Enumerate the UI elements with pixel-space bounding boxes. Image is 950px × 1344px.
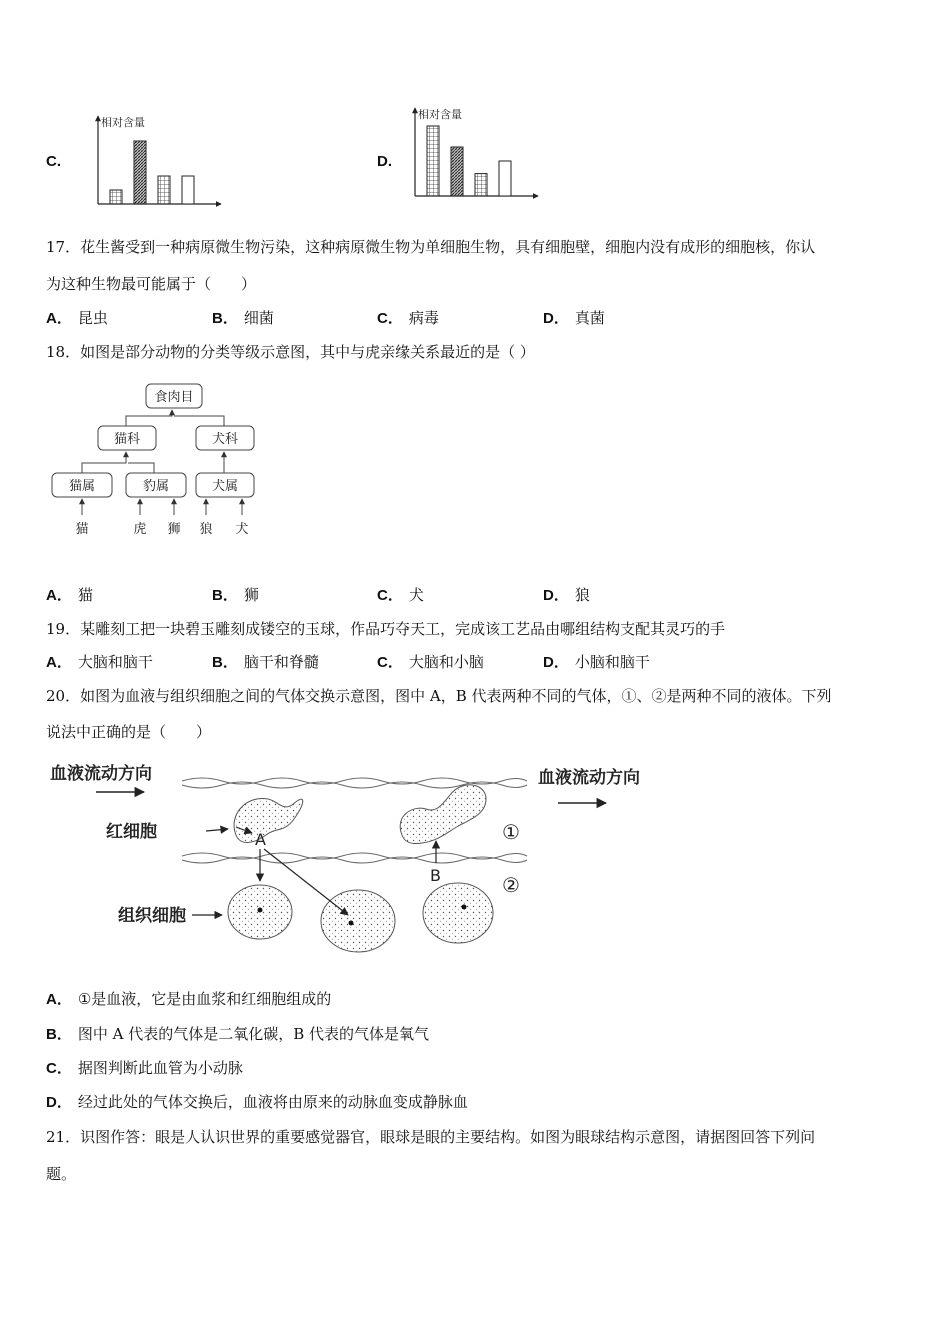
bar-1 — [110, 190, 122, 204]
y-axis-label: 相对含量 — [418, 108, 462, 121]
node-order: 食肉目 — [154, 390, 194, 405]
chart-option-c — [88, 112, 223, 212]
rbc-label: 红细胞 — [106, 822, 157, 842]
animal-wolf: 狼 — [199, 522, 213, 537]
q19-option-a[interactable]: A． 大脑和脑干 — [46, 653, 153, 671]
q18-option-c[interactable]: C． 犬 — [377, 586, 424, 604]
q17-option-b[interactable]: B． 细菌 — [212, 309, 274, 327]
tissue-cell — [321, 890, 395, 952]
node-genus-dog: 犬属 — [211, 479, 239, 494]
option-c-letter: C. — [46, 153, 61, 170]
gas-a-label: A — [255, 830, 266, 849]
q17-option-c[interactable]: C． 病毒 — [377, 309, 439, 327]
q21-stem-line1: 21．识图作答：眼是人认识世界的重要感觉器官，眼球是眼的主要结构。如图为眼球结构示意图，请据图回答下列问 — [46, 1128, 816, 1146]
red-blood-cell — [234, 798, 303, 842]
option-d-letter: D. — [377, 153, 392, 170]
liquid-2-label: ② — [502, 873, 520, 897]
node-genus-panthera: 豹属 — [142, 479, 170, 494]
gas-b-label: B — [430, 866, 441, 885]
q18-option-a[interactable]: A． 猫 — [46, 586, 93, 604]
q17-option-d[interactable]: D． 真菌 — [543, 309, 605, 327]
liquid-1-label: ① — [502, 820, 520, 844]
bar-4 — [182, 176, 194, 204]
q20-option-c[interactable]: C． 据图判断此血管为小动脉 — [46, 1059, 243, 1077]
flow-label-left: 血液流动方向 — [50, 764, 152, 784]
chart-option-d — [405, 104, 540, 204]
q20-option-d[interactable]: D． 经过此处的气体交换后，血液将由原来的动脉血变成静脉血 — [46, 1093, 468, 1111]
q18-option-d[interactable]: D． 狼 — [543, 586, 590, 604]
q21-stem-line2: 题。 — [46, 1165, 77, 1183]
q18-stem: 18．如图是部分动物的分类等级示意图，其中与虎亲缘关系最近的是（ ） — [46, 343, 535, 361]
animal-tiger: 虎 — [133, 522, 147, 537]
q17-stem-line1: 17．花生酱受到一种病原微生物污染，这种病原微生物为单细胞生物，具有细胞壁，细胞内没有成形的细胞核，你认 — [46, 238, 816, 256]
q19-option-c[interactable]: C． 大脑和小脑 — [377, 653, 484, 671]
tissue-cell-label: 组织细胞 — [118, 906, 186, 926]
y-axis-label: 相对含量 — [101, 116, 145, 129]
q20-stem-line1: 20．如图为血液与组织细胞之间的气体交换示意图，图中 A，B 代表两种不同的气体，①、②是两种不同的液体。下列 — [46, 687, 832, 705]
q20-option-b[interactable]: B． 图中 A 代表的气体是二氧化碳，B 代表的气体是氧气 — [46, 1025, 430, 1043]
bar-3 — [475, 174, 487, 196]
red-blood-cell — [400, 785, 486, 844]
q20-option-a[interactable]: A． ①是血液，它是由血浆和红细胞组成的 — [46, 990, 332, 1008]
bar-3 — [158, 176, 170, 204]
q19-option-d[interactable]: D． 小脑和脑干 — [543, 653, 650, 671]
node-family-dog: 犬科 — [211, 432, 239, 447]
animal-cat: 猫 — [75, 522, 89, 537]
animal-lion: 狮 — [167, 522, 181, 537]
flow-label-right: 血液流动方向 — [538, 768, 640, 788]
q19-stem: 19．某雕刻工把一块碧玉雕刻成镂空的玉球，作品巧夺天工，完成该工艺品由哪组结构支配其灵巧的手 — [46, 620, 726, 638]
animal-dog: 犬 — [235, 522, 249, 537]
node-genus-cat: 猫属 — [68, 479, 96, 494]
tissue-cell — [423, 883, 493, 943]
q17-stem-line2: 为这种生物最可能属于（ ） — [46, 275, 257, 293]
node-family-cat: 猫科 — [113, 432, 141, 447]
q17-option-a[interactable]: A． 昆虫 — [46, 309, 108, 327]
bar-1 — [427, 126, 439, 196]
bar-2 — [451, 147, 463, 196]
capillary-wall-bottom — [182, 853, 527, 863]
bar-2 — [134, 141, 146, 204]
classification-diagram — [48, 378, 263, 543]
q19-option-b[interactable]: B． 脑干和脊髓 — [212, 653, 319, 671]
bar-4 — [499, 161, 511, 196]
q20-stem-line2: 说法中正确的是（ ） — [46, 723, 212, 741]
gas-exchange-diagram — [46, 755, 656, 955]
q18-option-b[interactable]: B． 狮 — [212, 586, 259, 604]
